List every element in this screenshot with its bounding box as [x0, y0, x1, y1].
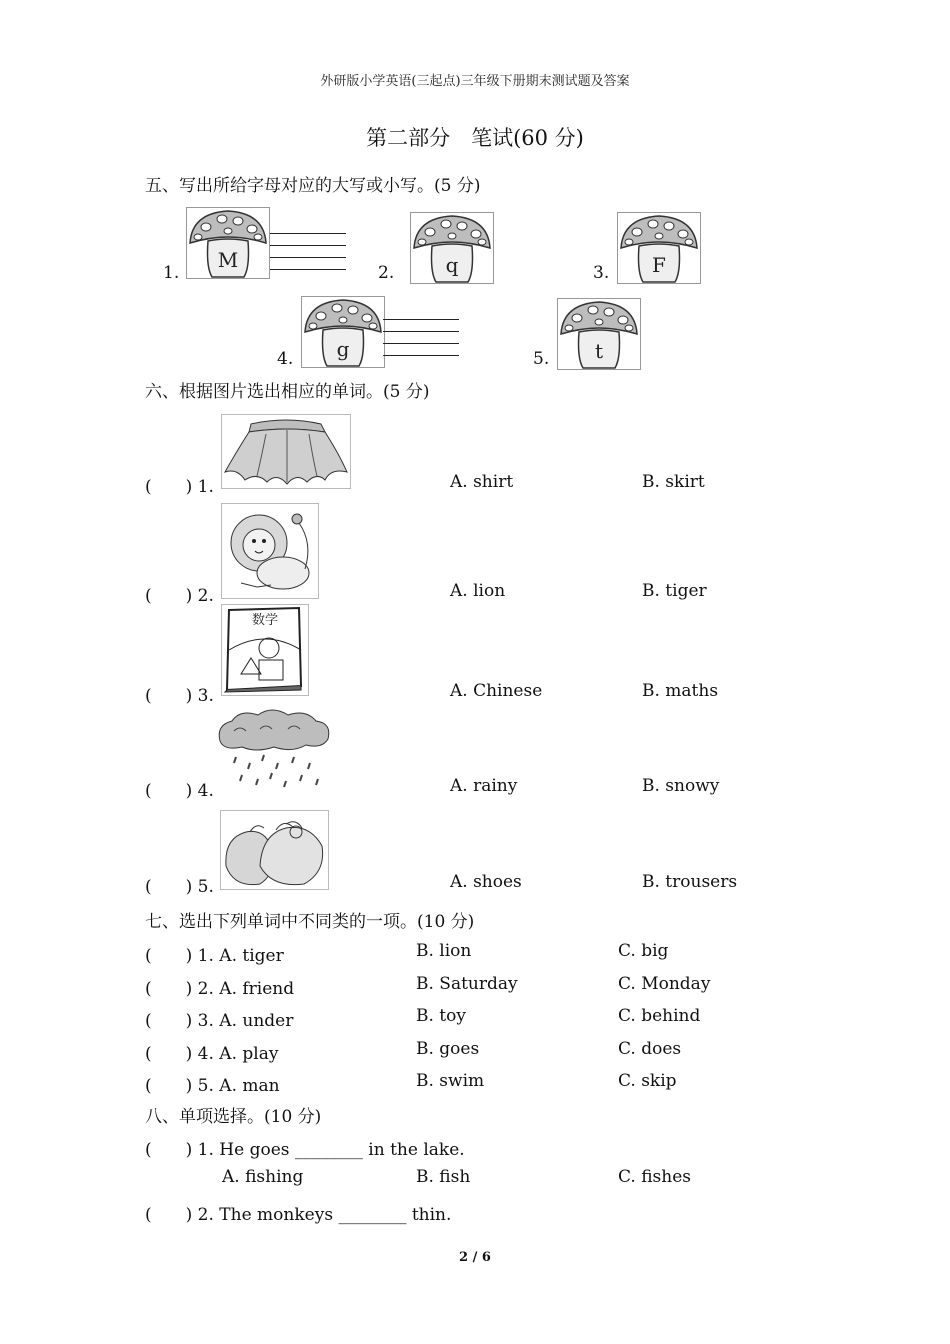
question: ( ) 3. A. under: [145, 1011, 294, 1031]
section-6-heading: 六、根据图片选出相应的单词。(5 分): [145, 382, 430, 402]
option-b: B. trousers: [642, 872, 738, 892]
writing-lines: [383, 319, 459, 367]
option-b: B. toy: [416, 1006, 466, 1026]
book-title-text: 数学: [251, 613, 279, 628]
question-2: ( ) 2. The monkeys ________ thin.: [145, 1205, 452, 1225]
question: ( ) 1. A. tiger: [145, 946, 284, 966]
mushroom-picture: [557, 298, 641, 374]
question-paren: ( ) 1.: [145, 477, 214, 497]
question-paren: ( ) 2.: [145, 586, 214, 606]
skirt-picture: [221, 414, 351, 489]
shoes-picture: [220, 810, 329, 890]
item-number: 2.: [378, 263, 395, 283]
option-b: B. Saturday: [416, 973, 518, 994]
option-b: B. swim: [416, 1071, 485, 1091]
section-7-heading: 七、选出下列单词中不同类的一项。(10 分): [145, 912, 475, 932]
mushroom-letter: q: [445, 253, 459, 277]
option-c: C. Monday: [618, 973, 711, 994]
lion-picture: [221, 503, 319, 599]
option-c: C. skip: [618, 1071, 677, 1091]
option-b: B. skirt: [642, 472, 705, 492]
section-5-heading: 五、写出所给字母对应的大写或小写。(5 分): [145, 176, 481, 196]
maths-book-picture: [221, 604, 309, 696]
mushroom-picture: [186, 207, 270, 283]
option-a: A. rainy: [450, 776, 518, 796]
item-number: 4.: [277, 349, 294, 369]
writing-lines: [270, 233, 346, 281]
option-b: B. tiger: [642, 581, 707, 601]
section-8-heading: 八、单项选择。(10 分): [145, 1107, 322, 1127]
option-b: B. maths: [642, 681, 719, 701]
mushroom-picture: [617, 212, 701, 288]
question-paren: ( ) 4.: [145, 781, 214, 801]
option-b: B. lion: [416, 941, 472, 961]
option-c: C. fishes: [618, 1167, 692, 1187]
option-a: A. fishing: [222, 1167, 304, 1187]
mushroom-letter: F: [652, 253, 666, 277]
option-c: C. big: [618, 941, 669, 961]
option-b: B. fish: [416, 1167, 471, 1187]
rain-cloud-picture: [214, 707, 334, 793]
question-1: ( ) 1. He goes ________ in the lake.: [145, 1140, 465, 1160]
option-a: A. lion: [450, 581, 506, 601]
mushroom-letter: t: [594, 339, 604, 363]
item-number: 5.: [533, 349, 550, 369]
option-a: A. shoes: [450, 872, 522, 892]
question-paren: ( ) 5.: [145, 877, 214, 897]
mushroom-letter: g: [336, 337, 350, 361]
question: ( ) 5. A. man: [145, 1076, 280, 1096]
part-title: 第二部分 笔试(60 分): [366, 126, 584, 150]
option-c: C. behind: [618, 1006, 701, 1026]
option-a: A. shirt: [450, 472, 514, 492]
page-number: 2 / 6: [459, 1250, 491, 1265]
mushroom-picture: [410, 212, 494, 288]
question: ( ) 4. A. play: [145, 1043, 279, 1064]
item-number: 3.: [593, 263, 610, 283]
option-a: A. Chinese: [450, 681, 543, 701]
mushroom-letter: M: [217, 248, 239, 272]
option-b: B. snowy: [642, 776, 720, 796]
mushroom-picture: [301, 296, 385, 372]
option-b: B. goes: [416, 1038, 480, 1059]
option-c: C. does: [618, 1038, 682, 1059]
item-number: 1.: [163, 263, 180, 283]
question: ( ) 2. A. friend: [145, 978, 295, 999]
page-header: 外研版小学英语(三起点)三年级下册期末测试题及答案: [320, 74, 630, 89]
question-paren: ( ) 3.: [145, 686, 214, 706]
